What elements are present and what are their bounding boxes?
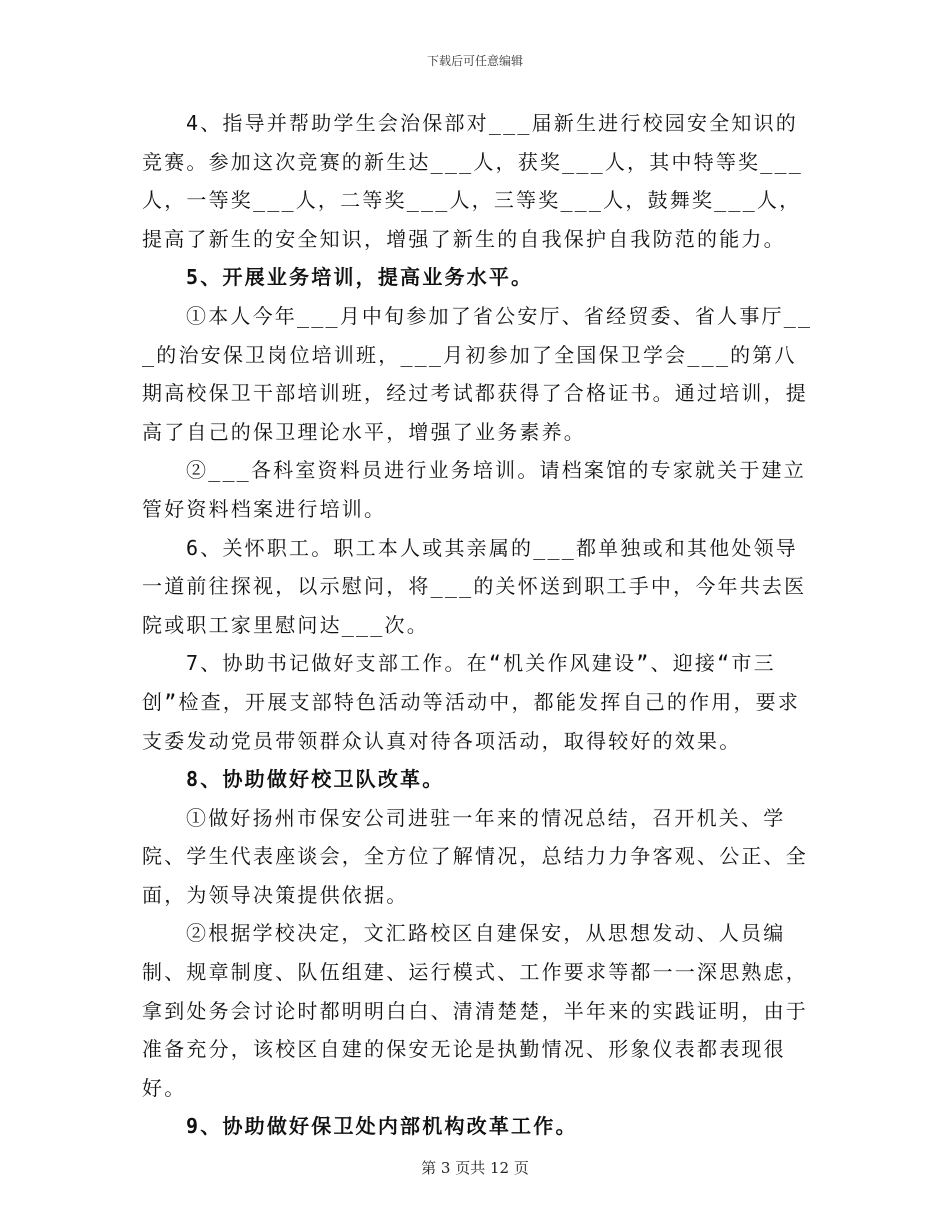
paragraph-training-2: ②___各科室资料员进行业务培训。请档案馆的专家就关于建立管好资料档案进行培训。 <box>142 458 806 521</box>
paragraph-training-1: ①本人今年___月中旬参加了省公安厅、省经贸委、省人事厅___的治安保卫岗位培训班，___月初参加了全国保卫学会___的第八期高校保卫干部培训班，经过考试都获得了合格证书。通过培训，提高了自己的保卫理论水平，增强了业务素养。 <box>142 303 813 444</box>
paragraph-item-6: 6、关怀职工。职工本人或其亲属的___都单独或和其他处领导一道前往探视，以示慰问，将___的关怀送到职工手中，今年共去医院或职工家里慰问达___次。 <box>142 535 807 637</box>
section-heading-9: 9、协助做好保卫处内部机构改革工作。 <box>186 1114 578 1139</box>
document-body <box>142 104 818 1146</box>
paragraph-reform-2: ②根据学校决定，文汇路校区自建保安，从思想发动、人员编制、规章制度、队伍组建、运行模式、工作要求等都一一深思熟虑，拿到处务会讨论时都明明白白、清清楚楚，半年来的实践证明，由于准备充分，该校区自建的保安无论是执勤情况、形象仪表都表现很好。 <box>142 921 808 1100</box>
section-heading-5: 5、开展业务培训，提高业务水平。 <box>186 265 534 290</box>
page-footer: 第 3 页共 12 页 <box>421 1159 529 1177</box>
page-header: 下载后可任意编辑 <box>426 54 523 68</box>
paragraph-item-7: 7、协助书记做好支部工作。在“机关作风建设”、迎接“市三创”检查，开展支部特色活动等活动中，都能发挥自己的作用，要求支委发动党员带领群众认真对待各项活动，取得较好的效果。 <box>142 651 801 753</box>
paragraph-item-4: 4、指导并帮助学生会治保部对___届新生进行校园安全知识的竞赛。参加这次竞赛的新生达___人，获奖___人，其中特等奖___人，一等奖___人，二等奖___人，三等奖___人，鼓舞奖___人，提高了新生的安全知识，增强了新生的自我保护自我防范的能力。 <box>142 111 803 251</box>
section-heading-8: 8、协助做好校卫队改革。 <box>186 767 445 792</box>
paragraph-reform-1: ①做好扬州市保安公司进驻一年来的情况总结，召开机关、学院、学生代表座谈会，全方位了解情况，总结力力争客观、公正、全面，为领导决策提供依据。 <box>142 805 808 907</box>
